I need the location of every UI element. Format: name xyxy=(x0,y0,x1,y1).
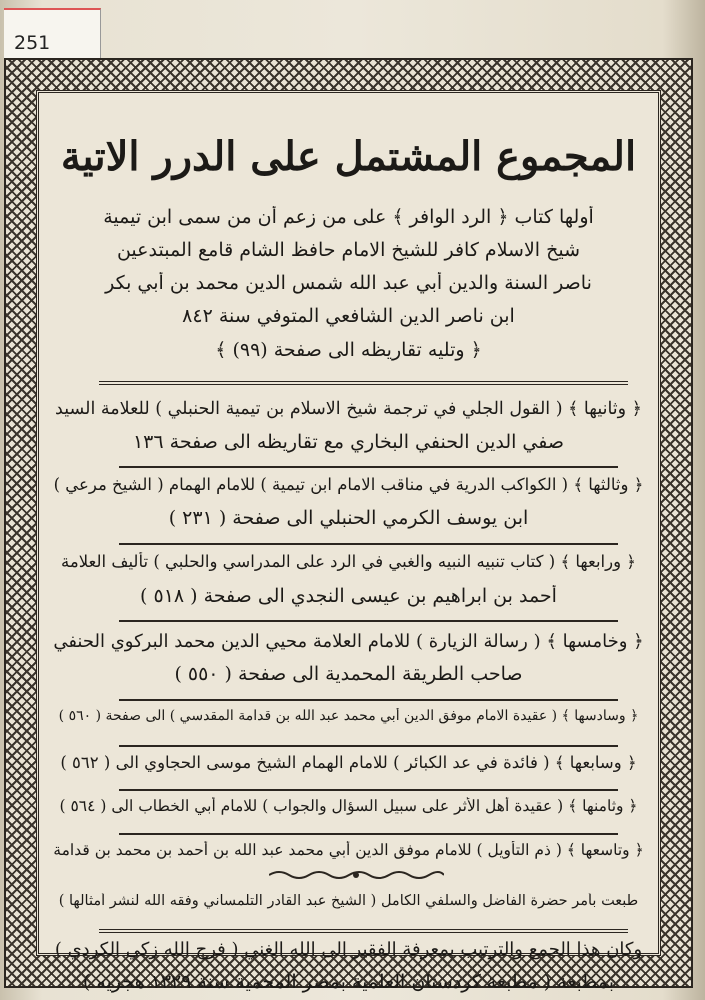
list-item: ﴿ وثانيها ﴾ ( القول الجلي في ترجمة شيخ الاسلام بن تيمية الحنبلي ) للعلامة السيد xyxy=(55,399,642,419)
list-item: صاحب الطريقة المحمدية الى صفحة ( ٥٥٠ ) xyxy=(174,663,523,685)
page-title: المجموع المشتمل على الدرر الاتية xyxy=(60,133,637,180)
list-item: ﴿ وخامسها ﴾ ( رسالة الزيارة ) للامام العلامة محيي الدين محمد البركوي الحنفي xyxy=(53,631,644,652)
list-item: ﴿ وسادسها ﴾ ( عقيدة الامام موفق الدين أبي محمد عبد الله بن قدامة المقدسي ) الى صفحة ( ٥٦٠ ) xyxy=(58,708,639,724)
list-item: ﴿ وتاسعها ﴾ ( ذم التأويل ) للامام موفق الدين أبي محمد عبد الله بن أحمد بن محمد بن قدامة xyxy=(53,841,644,859)
intro-line: أولها كتاب ﴿ الرد الوافر ﴾ على من زعم أن من سمى ابن تيمية xyxy=(103,206,594,228)
list-item: أحمد بن ابراهيم بن عيسى النجدي الى صفحة ( ٥١٨ ) xyxy=(140,585,557,607)
intro-line: ابن ناصر الدين الشافعي المتوفي سنة ٨٤٢ xyxy=(182,305,515,327)
printed-by-line: طبعت بأمر حضرة الفاضل والسلفي الكامل ( الشيخ عبد القادر التلمساني وفقه الله لنشر أمثالها ) xyxy=(58,893,639,909)
colophon-line: وكان هذا الجمع والترتيب بمعرفة الفقير الى الله الغني ( فرج الله زكي الكردي ) xyxy=(54,939,643,960)
list-item: ﴿ وسابعها ﴾ ( فائدة في عد الكبائر ) للامام الهمام الشيخ موسى الحجاوي الى ( ٥٦٢ ) xyxy=(60,753,637,772)
list-item: ﴿ ورابعها ﴾ ( كتاب تنبيه النبيه والغبي في الرد على المدراسي والحلبي ) تأليف العلامة xyxy=(61,552,636,571)
intro-line: ناصر السنة والدين أبي عبد الله شمس الدين محمد بن أبي بكر xyxy=(105,272,592,294)
ornament-divider xyxy=(269,869,444,881)
page-number-tag xyxy=(4,8,101,62)
divider xyxy=(119,789,618,791)
list-item: ﴿ وثالثها ﴾ ( الكواكب الدرية في مناقب الامام ابن تيمية ) للامام الهمام ( الشيخ مرعي ) xyxy=(53,475,644,494)
divider xyxy=(119,745,618,747)
divider xyxy=(119,699,618,701)
divider xyxy=(119,466,618,468)
list-item: ﴿ وثامنها ﴾ ( عقيدة أهل الأثر على سبيل السؤال والجواب ) للامام أبي الخطاب الى ( ٥٦٤ ) xyxy=(59,797,638,815)
list-item: صفي الدين الحنفي البخاري مع تقاريظه الى صفحة ١٣٦ xyxy=(132,431,565,453)
divider xyxy=(119,620,618,622)
divider xyxy=(119,833,618,835)
divider xyxy=(99,381,628,385)
colophon-line: بمطبعة ( مطبعة كردستان العلمية بمصر المحمية سنة ١٣٢٩ هجريه ) xyxy=(82,971,615,993)
divider xyxy=(119,543,618,545)
ornamental-border xyxy=(4,58,693,993)
intro-line: ﴿ وتليه تقاريظه الى صفحة (٩٩) ﴾ xyxy=(215,339,482,361)
page-number: 251 xyxy=(14,32,51,54)
text-panel xyxy=(36,90,661,993)
intro-line: شيخ الاسلام كافر للشيخ الامام حافظ الشام قامع المبتدعين xyxy=(116,239,581,261)
list-item: ابن يوسف الكرمي الحنبلي الى صفحة ( ٢٣١ ) xyxy=(168,507,529,529)
divider xyxy=(99,929,628,933)
